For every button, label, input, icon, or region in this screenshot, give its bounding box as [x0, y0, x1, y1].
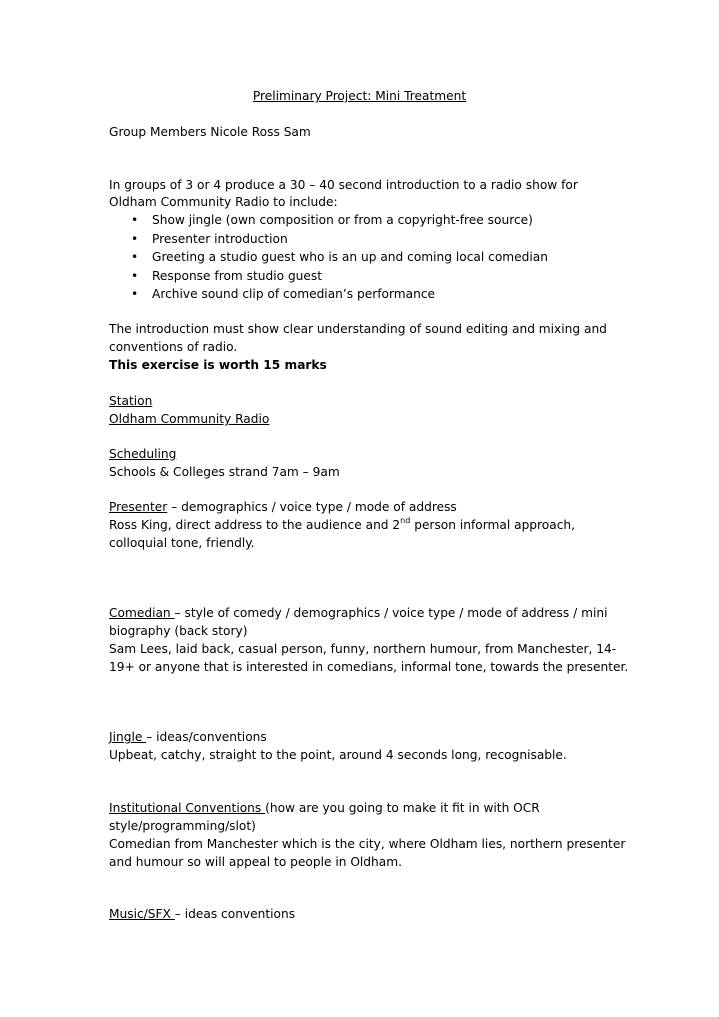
institutional-prompt: (how are you going to make it fit in with OCR [265, 801, 540, 815]
music-prompt: – ideas conventions [174, 907, 296, 921]
requirement-line-2: conventions of radio. [109, 340, 238, 354]
jingle-line-1: Upbeat, catchy, straight to the point, around 4 seconds long, recognisable. [109, 748, 567, 762]
bullet-icon: • [131, 213, 139, 227]
comedian-heading-line [109, 604, 607, 622]
presenter-prompt: – demographics / voice type / mode of address [167, 500, 457, 514]
station-value: Oldham Community Radio [109, 412, 270, 426]
comedian-heading: Comedian [109, 606, 175, 620]
station-heading: Station [109, 394, 153, 408]
institutional-line-1: Comedian from Manchester which is the city, where Oldham lies, northern presenter [109, 837, 626, 851]
brief-line-1: In groups of 3 or 4 produce a 30 – 40 second introduction to a radio show for [109, 178, 578, 192]
institutional-line-2: and humour so will appeal to people in Oldham. [109, 855, 402, 869]
scheduling-heading: Scheduling [109, 447, 177, 461]
group-members: Group Members Nicole Ross Sam [109, 125, 311, 139]
presenter-line-2: colloquial tone, friendly. [109, 536, 255, 550]
music-heading: Music/SFX [109, 907, 175, 921]
jingle-prompt: – ideas/conventions [146, 730, 267, 744]
bullet-icon: • [131, 287, 139, 301]
comedian-prompt-2: biography (back story) [109, 624, 248, 638]
institutional-prompt-2: style/programming/slot) [109, 819, 256, 833]
bullet-icon: • [131, 268, 139, 283]
institutional-heading: Institutional Conventions [109, 801, 266, 815]
scheduling-value: Schools & Colleges strand 7am – 9am [109, 465, 340, 479]
requirement-line-1: The introduction must show clear understanding of sound editing and mixing and [109, 322, 607, 336]
bullet-icon: • [131, 231, 139, 246]
institutional-heading-line [109, 799, 540, 817]
presenter-heading-line [109, 498, 457, 516]
comedian-prompt: – style of comedy / demographics / voice type / mode of address / mini [174, 606, 608, 620]
presenter-heading: Presenter [109, 500, 168, 514]
comedian-line-2: 19+ or anyone that is interested in comedians, informal tone, towards the presenter. [109, 660, 629, 674]
jingle-heading-line [109, 728, 267, 746]
brief-line-2: Oldham Community Radio to include: [109, 195, 338, 209]
music-heading-line [109, 905, 295, 923]
page-title: Preliminary Project: Mini Treatment [252, 89, 467, 103]
document-page: Preliminary Project: Mini Treatment Group Members Nicole Ross Sam In groups of 3 or 4 produce a 30 – 40 second introduction to a radio show for Oldham Community Radio to include: • Show jingle (own composition or from a copyright-free source) • Presenter introduction • Greeting a studio guest who is an up and coming local comedian • Response from studio guest • Archive sound clip of comedian’s performance The introduction must show clear understanding of sound editing and mixing and conventions of radio. This exercise is worth 15 marks Station Oldham Community Radio Scheduling Schools & Colleges strand 7am – 9am Presenter – demographics / voice type / mode of address Ross King, direct address to the audience and 2nd person informal approach, colloquial tone, friendly. Comedian – style of comedy / demographics / voice type / mode of address / mini biography (back story) Sam Lees, laid back, casual person, funny, northern humour, from Manchester, 14- 19+ or anyone that is interested in comedians, informal tone, towards the presenter. Jingle – ideas/conventions Upbeat, catchy, straight to the point, around 4 seconds long, recognisable. Institutional Conventions (how are you going to make it fit in with OCR style/programming/slot) Comedian from Manchester which is the city, where Oldham lies, northern presenter and humour so will appeal to people in Oldham. Music/SFX – ideas conventions [0, 0, 719, 1017]
comedian-line-1: Sam Lees, laid back, casual person, funny, northern humour, from Manchester, 14- [109, 642, 617, 656]
marks-note: This exercise is worth 15 marks [109, 358, 327, 372]
bullet-icon: • [131, 250, 139, 264]
jingle-heading: Jingle [109, 730, 147, 744]
presenter-line-1: Ross King, direct address to the audience and 2nd person informal approach, [109, 515, 576, 532]
